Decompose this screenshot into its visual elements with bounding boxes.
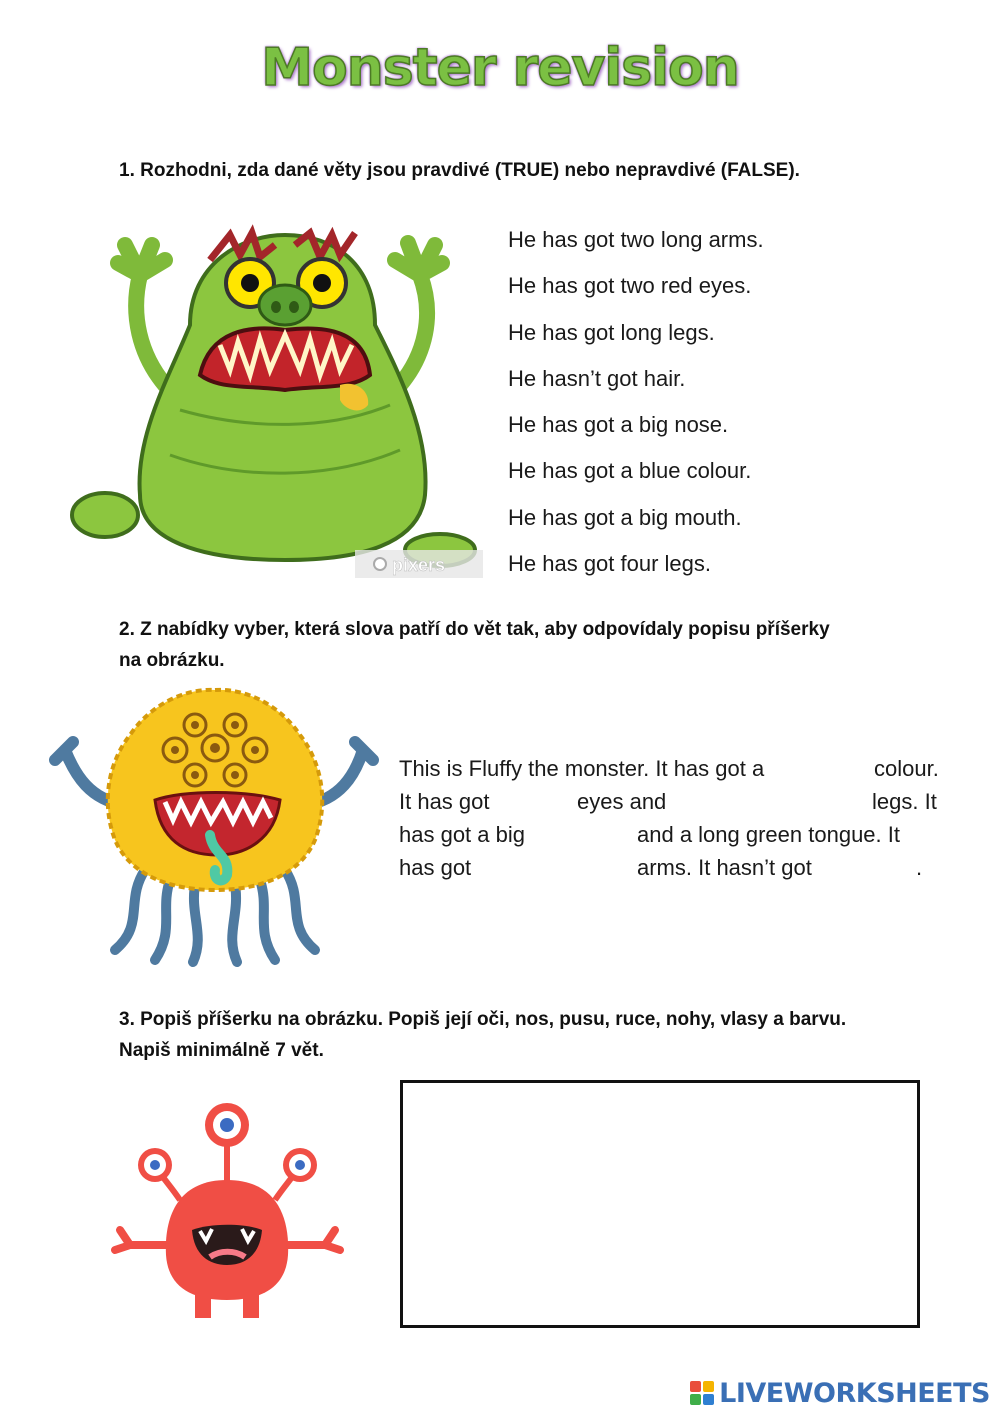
gap-text-2a: It has got — [399, 789, 490, 814]
sentence-4[interactable]: He hasn’t got hair. — [508, 365, 686, 391]
task3-instruction-line2: Napiš minimálně 7 vět. — [119, 1040, 324, 1061]
task3-instruction-line1: 3. Popiš příšerku na obrázku. Popiš její oči, nos, pusu, ruce, nohy, vlasy a barvu. — [119, 1009, 847, 1030]
answer-box[interactable] — [400, 1080, 920, 1328]
gap-text-3a: has got a big — [399, 822, 525, 847]
gap-line-1 — [399, 752, 959, 785]
gap-text-3b: and a long green tongue. It — [637, 822, 900, 847]
gap-text-1a: This is Fluffy the monster. It has got a — [399, 756, 765, 781]
liveworksheets-wordmark: LIVEWORKSHEETS — [719, 1377, 990, 1409]
sentence-2[interactable]: He has got two red eyes. — [508, 273, 752, 299]
logo-square-green — [690, 1394, 701, 1405]
gap-text-2b: eyes and — [577, 789, 667, 814]
red-monster-image — [110, 1095, 345, 1325]
sentence-3[interactable]: He has got long legs. — [508, 319, 715, 345]
gap-text-4a: has got — [399, 855, 472, 880]
gap-line-4 — [399, 851, 959, 884]
logo-square-red — [690, 1381, 701, 1392]
gap-line-3 — [399, 818, 959, 851]
task1-instruction: 1. Rozhodni, zda dané věty jsou pravdivé (TRUE) nebo nepravdivé (FALSE). — [119, 160, 800, 181]
gap-fill-paragraph — [399, 752, 959, 884]
task2-instruction-line2: na obrázku. — [119, 650, 225, 671]
green-monster-image — [70, 205, 490, 585]
sentence-6[interactable]: He has got a blue colour. — [508, 458, 752, 484]
gap-text-4c: . — [916, 855, 923, 880]
gap-line-2 — [399, 785, 959, 818]
task2-instruction-line1: 2. Z nabídky vyber, která slova patří do vět tak, aby odpovídaly popisu příšerky — [119, 619, 830, 640]
yellow-fluffy-monster-image — [45, 680, 385, 970]
logo-square-blue — [703, 1394, 714, 1405]
sentence-5[interactable]: He has got a big nose. — [508, 412, 729, 438]
liveworksheets-logo — [689, 1376, 990, 1410]
page-title: Monster revision — [261, 38, 739, 98]
task3-instruction — [119, 1004, 919, 1066]
gap-text-4b: arms. It hasn’t got — [637, 855, 812, 880]
task2-instruction — [119, 614, 919, 676]
sentence-7[interactable]: He has got a big mouth. — [508, 504, 742, 530]
logo-square-yellow — [703, 1381, 714, 1392]
liveworksheets-icon — [689, 1380, 715, 1406]
sentence-1[interactable]: He has got two long arms. — [508, 227, 764, 252]
gap-text-1b: colour. — [874, 756, 939, 781]
sentence-8[interactable]: He has got four legs. — [508, 551, 712, 577]
sentence-list — [508, 222, 948, 592]
watermark-text: pixers — [392, 555, 446, 575]
gap-text-2c: legs. It — [872, 789, 937, 814]
